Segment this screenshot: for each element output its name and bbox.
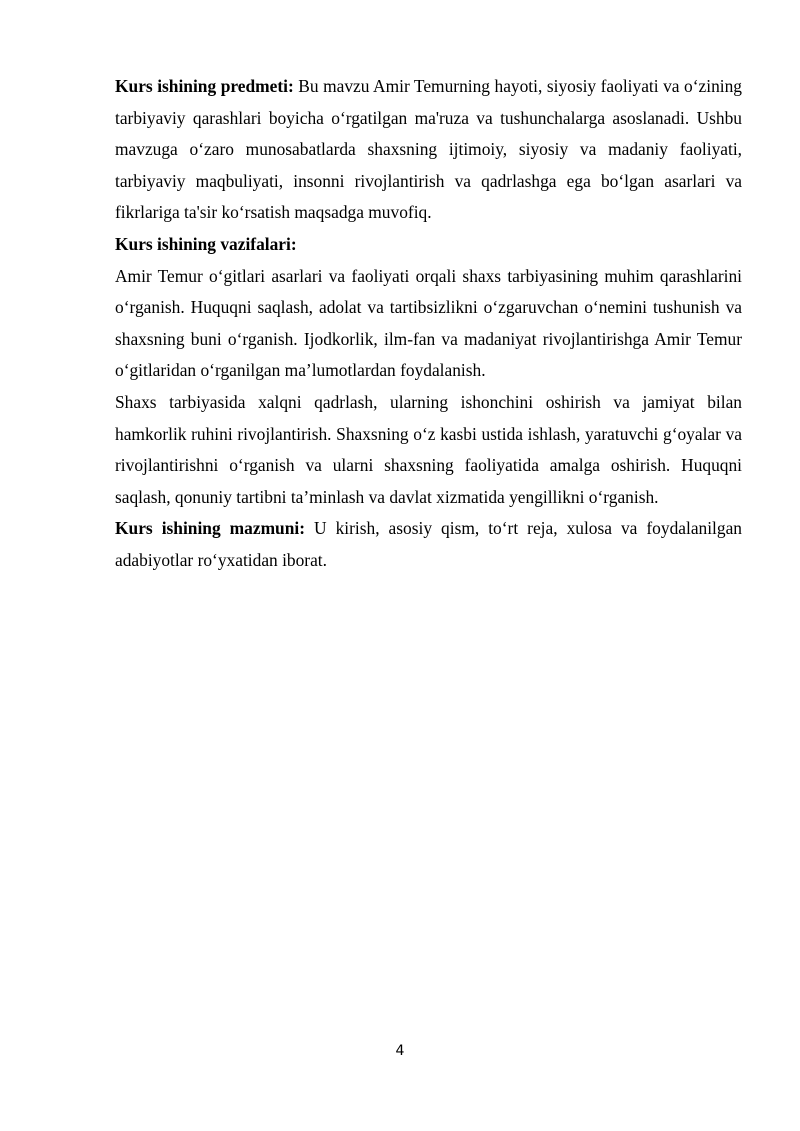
content-label: Kurs ishining mazmuni: bbox=[115, 518, 306, 539]
content-text: U kirish, asosiy qism, to‘rt reja, xulosa va foydalanilgan adabiyotlar ro‘yxatidan iborat. bbox=[115, 518, 743, 570]
tasks-paragraph-1: Amir Temur o‘gitlari asarlari va faoliyati orqali shaxs tarbiyasining muhim qarashlarini o‘rganish. Huquqni saqlash, adolat va tartibsizlikni o‘zgaruvchan o‘nemini tushunish va shaxsning buni o‘rganish. Ijodkorlik, ilm-fan va madaniyat rivojlantirishga Amir Temur o‘gitlaridan o‘rganilgan ma’lumotlardan foydalanish. bbox=[115, 265, 742, 381]
subject-paragraph bbox=[115, 71, 742, 229]
subject-label: Kurs ishining predmeti: bbox=[115, 76, 294, 96]
tasks-heading: Kurs ishining vazifalari: bbox=[115, 233, 297, 254]
page-number: 4 bbox=[395, 1043, 405, 1059]
page-body bbox=[115, 71, 742, 577]
subject-text: Bu mavzu Amir Temurning hayoti, siyosiy faoliyati va o‘zining tarbiyaviy qarashlari boyicha o‘rgatilgan ma'ruza va tushunchalarga asoslanadi. Ushbu mavzuga o‘zaro munosabatlarda shaxsning ijtimoiy, siyosiy va madaniy faoliyati, tarbiyaviy maqbuliyati, insonni rivojlantirish va qadrlashga ega bo‘lgan asarlari va fikrlariga ta'sir ko‘rsatish maqsadga muvofiq. bbox=[115, 76, 742, 223]
tasks-paragraph-2: Shaxs tarbiyasida xalqni qadrlash, ularning ishonchini oshirish va jamiyat bilan hamkorlik ruhini rivojlantirish. Shaxsning o‘z kasbi ustida ishlash, yaratuvchi g‘oyalar va rivojlantirishni o‘rganish va ularni shaxsning faoliyatida amalga oshirish. Huquqni saqlash, qonuniy tartibni ta’minlash va davlat xizmatida yengillikni o‘rganish. bbox=[115, 391, 742, 507]
content-paragraph bbox=[115, 513, 742, 576]
